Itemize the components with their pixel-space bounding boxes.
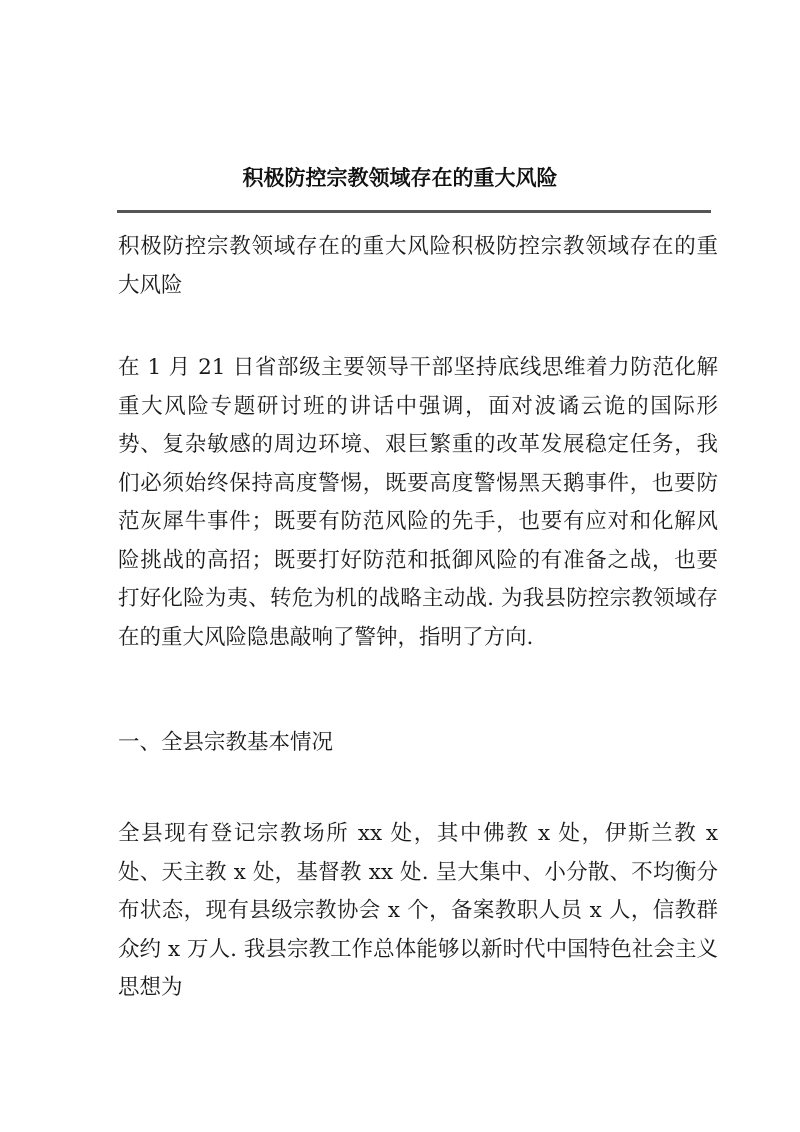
- body-paragraph-1: 在 1 月 21 日省部级主要领导干部坚持底线思维着力防范化解重大风险专题研讨班的讲话中强调，面对波谲云诡的国际形势、复杂敏感的周边环境、艰巨繁重的改革发展稳定任务，我们必须始终保持高度警惕，既要高度警惕黑天鹅事件，也要防范灰犀牛事件；既要有防范风险的先手，也要有应对和化解风险挑战的高招；既要打好防范和抵御风险的有准备之战，也要打好化险为夷、转危为机的战略主动战. 为我县防控宗教领域存在的重大风险隐患敲响了警钟，指明了方向.: [118, 355, 718, 650]
- intro-paragraph: 积极防控宗教领域存在的重大风险积极防控宗教领域存在的重大风险: [118, 234, 718, 298]
- document-title: 积极防控宗教领域存在的重大风险: [242, 165, 558, 190]
- body-paragraph-2: 全县现有登记宗教场所 xx 处，其中佛教 x 处，伊斯兰教 x 处、天主教 x 处，基督教 xx 处. 呈大集中、小分散、不均衡分布状态，现有县级宗教协会 x 个，备案教职人员 x 人，信教群众约 x 万人. 我县宗教工作总体能够以新时代中国特色社会主义思想为: [118, 821, 718, 1000]
- section-heading: 一、全县宗教基本情况: [118, 730, 334, 755]
- title-divider: [117, 210, 711, 213]
